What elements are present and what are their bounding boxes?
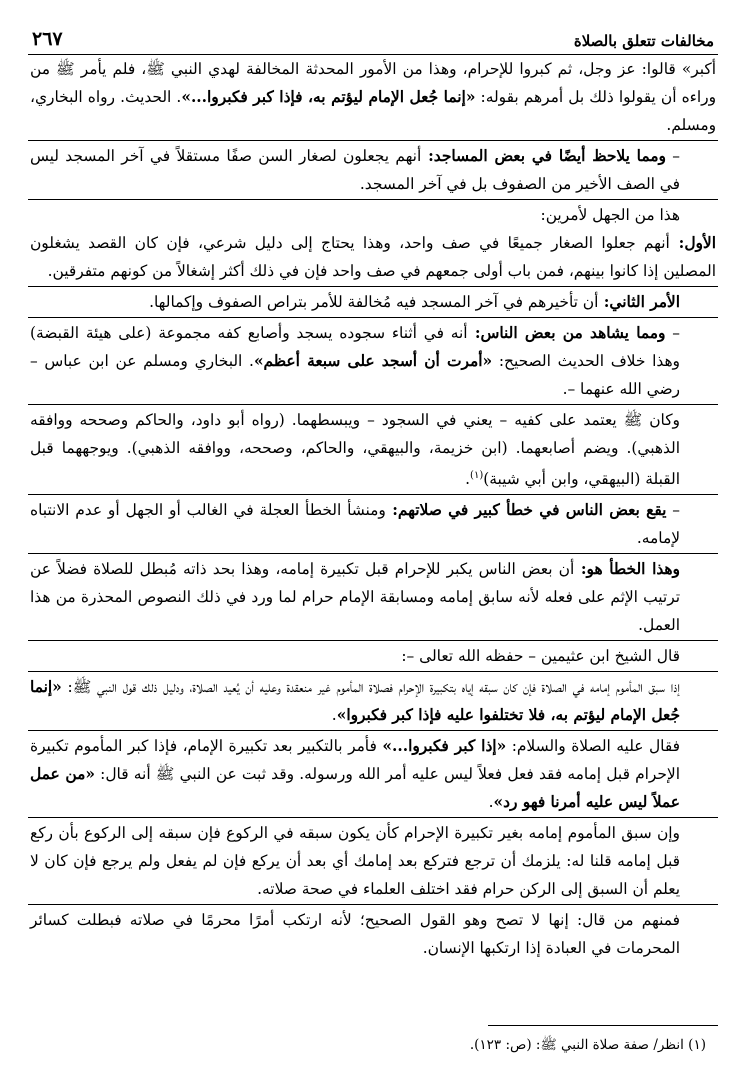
paragraph (28, 229, 718, 285)
bold-text: «أمرت أن أسجد على سبعة أعظم» (253, 352, 493, 370)
text-run: – (666, 501, 680, 520)
text-run: أن بعض الناس يكبر للإحرام قبل تكبيرة إمامه، وهذا بحد ذاته مُبطل للصلاة فضلاً عن ترتيب الإثم على فعله لأنه سابق إمامه ومسابقة الإمام حرام لما ورد في ذلك النصوص المحذرة من هذا العمل. (30, 560, 680, 635)
paragraph-divider (28, 199, 718, 200)
text-run: – (665, 147, 680, 165)
paragraph-divider (28, 817, 718, 818)
paragraph-divider (28, 553, 718, 554)
text-run: ومنشأ الخطأ العجلة في الغالب أو الجهل أو عدم الانتباه لإمامه. (30, 501, 680, 548)
paragraph-divider (28, 140, 718, 141)
bold-text: الأمر الثاني: (598, 293, 680, 311)
text-run: إذا سبق المأموم إمامه في الصلاة فإن كان سبقه إياه بتكبيرة الإحرام فصلاة المأموم غير منعقدة وعليه أن يُعيد الصلاة، ودليل ذلك قول النبي ﷺ: (61, 678, 680, 697)
bold-text: «إذا كبر فكبروا...» (382, 737, 507, 756)
text-run: أكبر» قالوا: عز وجل، ثم كبروا للإحرام، وهذا من الأمور المحدثة المخالفة لهدي النبي ﷺ، فلم يأمر ﷺ من وراءه أن يقولوا ذلك بل أمرهم بقوله: (30, 60, 717, 106)
bold-text: ومما يلاحظ أيضًا في بعض المساجد: (421, 147, 666, 165)
text-run: . (488, 793, 494, 812)
paragraph (28, 642, 718, 670)
paragraph-divider (28, 671, 718, 672)
text-run: أنه في أثناء سجوده يسجد وأصابع كفه مجموعة (على هيئة القبضة) وهذا خلاف الحديث الصحيح: (30, 324, 680, 370)
running-header (28, 22, 718, 50)
paragraph (28, 142, 718, 198)
chapter-title: مخالفات تتعلق بالصلاة (573, 32, 714, 50)
page-body (28, 55, 718, 962)
paragraph (28, 496, 718, 552)
paragraph (28, 732, 718, 816)
paragraph-divider (28, 730, 718, 731)
text-run: هذا من الجهل لأمرين: (540, 206, 680, 224)
bold-text: يقع بعض الناس في خطأ كبير في صلاتهم: (385, 501, 667, 520)
text-run: . (331, 706, 337, 725)
bold-text: ومما يشاهد من بعض الناس: (467, 324, 666, 342)
text-run: أنهم يجعلون لصغار السن صفًا مستقلاً في آخر المسجد ليس في الصف الأخير من الصفوف بل في آخر المسجد. (30, 147, 680, 193)
bold-text: «إنما جُعل الإمام ليؤتم به، فلا تختلفوا عليه فإذا كبر فكبروا» (30, 678, 680, 725)
paragraph (28, 406, 718, 493)
text-run: فمنهم من قال: إنها لا تصح وهو القول الصحيح؛ لأنه ارتكب أمرًا محرمًا في صلاته فبطلت كسائر المحرمات في العبادة إذا ارتكبها الإنسان. (30, 911, 680, 958)
text-run: فقال عليه الصلاة والسلام: (506, 737, 680, 756)
bold-text: «من عمل عملاً ليس عليه أمرنا فهو رد» (30, 765, 680, 812)
book-page (28, 22, 718, 1072)
text-run: (١) (470, 470, 484, 481)
text-run: أنهم جعلوا الصغار جميعًا في صف واحد، وهذا يحتاج إلى دليل شرعي، فإن كان القصد يشغلون المصلين إذا كانوا بينهم، فمن باب أولى جمعهم في صف واحد فإن في ذلك أكثر إشغالاً من كونهم متفرقين. (30, 234, 716, 280)
paragraph (28, 555, 718, 639)
paragraph-divider (28, 904, 718, 905)
text-run: . الحديث. رواه البخاري، ومسلم. (30, 88, 716, 134)
text-run: وكان ﷺ يعتمد على كفيه – يعني في السجود – ويبسطهما. (رواه أبو داود، والحاكم وصححه ووافقه الذهبي). ويضم أصابعهما. (ابن خزيمة، والبيهقي، والحاكم، وصححه، ووافقه الذهبي). ويوجههما قبل القبلة (البيهقي، وابن أبي شيبة) (30, 411, 680, 489)
bold-text: «إنما جُعل الإمام ليؤتم به، فإذا كبر فكبروا...» (181, 88, 476, 106)
paragraph-divider (28, 640, 718, 641)
paragraph (28, 819, 718, 903)
text-run: وإن سبق المأموم إمامه بغير تكبيرة الإحرام كأن يكون سبقه في الركوع فإن سبقه إلى الركوع بأن ركع قبل إمامه قلنا له: يلزمك أن ترجع فتركع بعد إمامك أي بعد أن يركع فإن لم يفعل ولم يرجع فإن كان لا يعلم أن السبق إلى الركن حرام فقد اختلف العلماء في صحة صلاته. (30, 824, 680, 899)
text-run: قال الشيخ ابن عثيمين – حفظه الله تعالى –: (401, 647, 680, 666)
paragraph-divider (28, 286, 718, 287)
paragraph (28, 319, 718, 403)
paragraph (28, 673, 718, 729)
text-run: فأمر بالتكبير بعد تكبيرة الإمام، فإذا كبر المأموم تكبيرة الإحرام قبل إمامه فقد فعل فعلاً ليس عليه أمر الله ورسوله. وقد ثبت عن النبي ﷺ أنه قال: (30, 737, 680, 784)
text-run: . (465, 470, 471, 489)
paragraph (28, 201, 718, 229)
paragraph-divider (28, 317, 718, 318)
footnote-rule (488, 1025, 718, 1026)
text-run: أن تأخيرهم في آخر المسجد فيه مُخالفة للأمر بتراص الصفوف وإكمالها. (149, 293, 599, 311)
paragraph-divider (28, 494, 718, 495)
footnote: (١) انظر/ صفة صلاة النبي ﷺ: (ص: ١٢٣). (469, 1037, 706, 1053)
paragraph (28, 288, 718, 316)
paragraph (28, 906, 718, 962)
bold-text: الأول: (669, 234, 716, 252)
bold-text: وهذا الخطأ هو: (574, 560, 680, 579)
text-run: – (665, 324, 680, 342)
text-run: . البخاري ومسلم عن ابن عباس – رضي الله عنهما –. (30, 352, 680, 398)
paragraph (28, 55, 718, 139)
paragraph-divider (28, 404, 718, 405)
page-number: ٢٦٧ (32, 28, 63, 50)
